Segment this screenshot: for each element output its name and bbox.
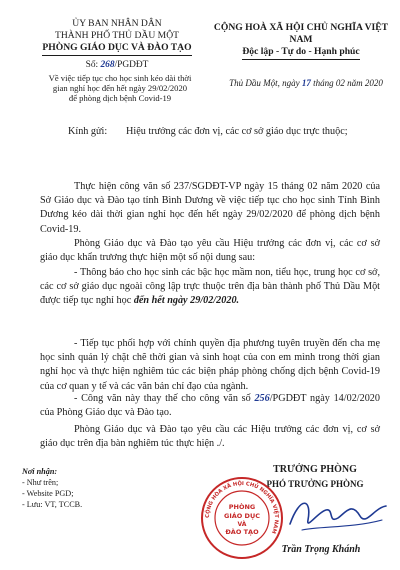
subject-line-1: Về việc tiếp tục cho học sinh kéo dài thời: [48, 73, 192, 83]
seal-line-3: VÀ: [237, 521, 247, 528]
signature-title: TRƯỞNG PHÒNG: [273, 464, 357, 475]
paragraph-1: Thực hiện công văn số 237/SGDĐT-VP ngày 15 tháng 02 năm 2020 của Sở Giáo dục và Đào tạo tỉnh Bình Dương về việc tiếp tục cho học sinh Tỉnh Bình Dương kéo dài thời gian nghỉ học đến hết ngày 29/02/2020 để phòng dịch bệnh Covid-19.: [40, 181, 380, 235]
number-value: 268: [100, 60, 115, 70]
number-suffix: /PGDĐT: [114, 60, 149, 70]
recipients-item: - Lưu: VT, TCCB.: [22, 500, 83, 509]
recipient-text: Hiệu trưởng các đơn vị, các cơ sở giáo dục trực thuộc;: [126, 126, 348, 137]
date-rest: tháng 02 năm 2020: [313, 78, 383, 88]
recipients-item: - Như trên;: [22, 478, 59, 487]
org-line-1: ỦY BAN NHÂN DÂN: [72, 18, 162, 29]
seal-ring-text: CỘNG HÒA XÃ HỘI CHỦ NGHĨA VIỆT NAM: [204, 480, 280, 535]
org-line-2: THÀNH PHỐ THỦ DẦU MỘT: [54, 30, 179, 41]
recipients-item: - Website PGD;: [22, 489, 74, 498]
paragraph-5-number: 256: [254, 393, 270, 404]
org-line-3: PHÒNG GIÁO DỤC VÀ ĐÀO TẠO: [42, 42, 191, 56]
paragraph-2: Phòng Giáo dục và Đào tạo yêu cầu Hiệu trưởng các đơn vị, các cơ sở giáo dục khẩn trương thực hiện một số nội dung sau:: [40, 238, 380, 264]
paragraph-5-end: /PGDĐT ngày 14/02/2020 của Phòng Giáo dục và Đào tạo.: [40, 393, 380, 419]
paragraph-5: [40, 392, 380, 420]
document-number: [22, 60, 212, 70]
seal-line-2: GIÁO DỤC: [223, 512, 261, 520]
number-prefix: Số:: [85, 60, 99, 70]
date-day: 17: [301, 78, 311, 88]
recipients-list: [22, 466, 162, 510]
seal-line-1: PHÒNG: [228, 503, 256, 511]
signature-subtitle: PHÓ TRƯỞNG PHÒNG: [266, 479, 364, 489]
national-header: [206, 22, 396, 60]
handwritten-signature-icon: [282, 490, 392, 540]
paragraph-4: - Tiếp tục phối hợp với chính quyền địa phương tuyên truyền đến cha mẹ học sinh quản lý chặt chẽ thời gian và sinh hoạt của con em mình trong thời gian nghỉ học và thực hiện nghiêm túc các biện pháp phòng chống dịch bệnh Covid-19 của cơ quan y tế và các văn bản chỉ đạo của ngành.: [40, 338, 380, 392]
paragraph-5-start: - Công văn này thay thế cho công văn số: [74, 393, 251, 404]
subject-line-2: gian nghỉ học đến hết ngày 29/02/2020: [52, 83, 188, 93]
signer-name: Trần Trọng Khánh: [281, 544, 361, 555]
date-prefix: Thủ Dầu Một, ngày: [229, 78, 300, 88]
issuing-organization: [22, 18, 212, 56]
seal-line-4: ĐÀO TẠO: [225, 528, 259, 536]
national-title: CỘNG HOÀ XÃ HỘI CHỦ NGHĨA VIỆT NAM: [213, 22, 389, 45]
paragraph-3-emphasis: đến hết ngày 29/02/2020.: [133, 295, 240, 307]
document-date: [216, 78, 396, 88]
recipients-title: Nơi nhận:: [22, 467, 58, 476]
document-subject: [40, 73, 200, 103]
recipient: [68, 124, 378, 139]
paragraph-3-text: - Thông báo cho học sinh các bậc học mầm non, tiểu học, trung học cơ sở, các cơ sở giáo dục ngoài công lập trực thuộc trên địa bàn thành phố Thủ Dầu Một được tiếp tục nghỉ học: [40, 267, 380, 307]
subject-line-3: để phòng dịch bệnh Covid-19: [68, 93, 172, 103]
paragraph-6: Phòng Giáo dục và Đào tạo yêu cầu các Hiệu trưởng các đơn vị, cơ sở giáo dục trên địa bàn nghiêm túc thực hiện ./.: [40, 424, 380, 450]
national-motto: Độc lập - Tự do - Hạnh phúc: [242, 46, 359, 60]
paragraph-3: [40, 266, 380, 309]
recipient-label: Kính gửi:: [68, 126, 108, 137]
